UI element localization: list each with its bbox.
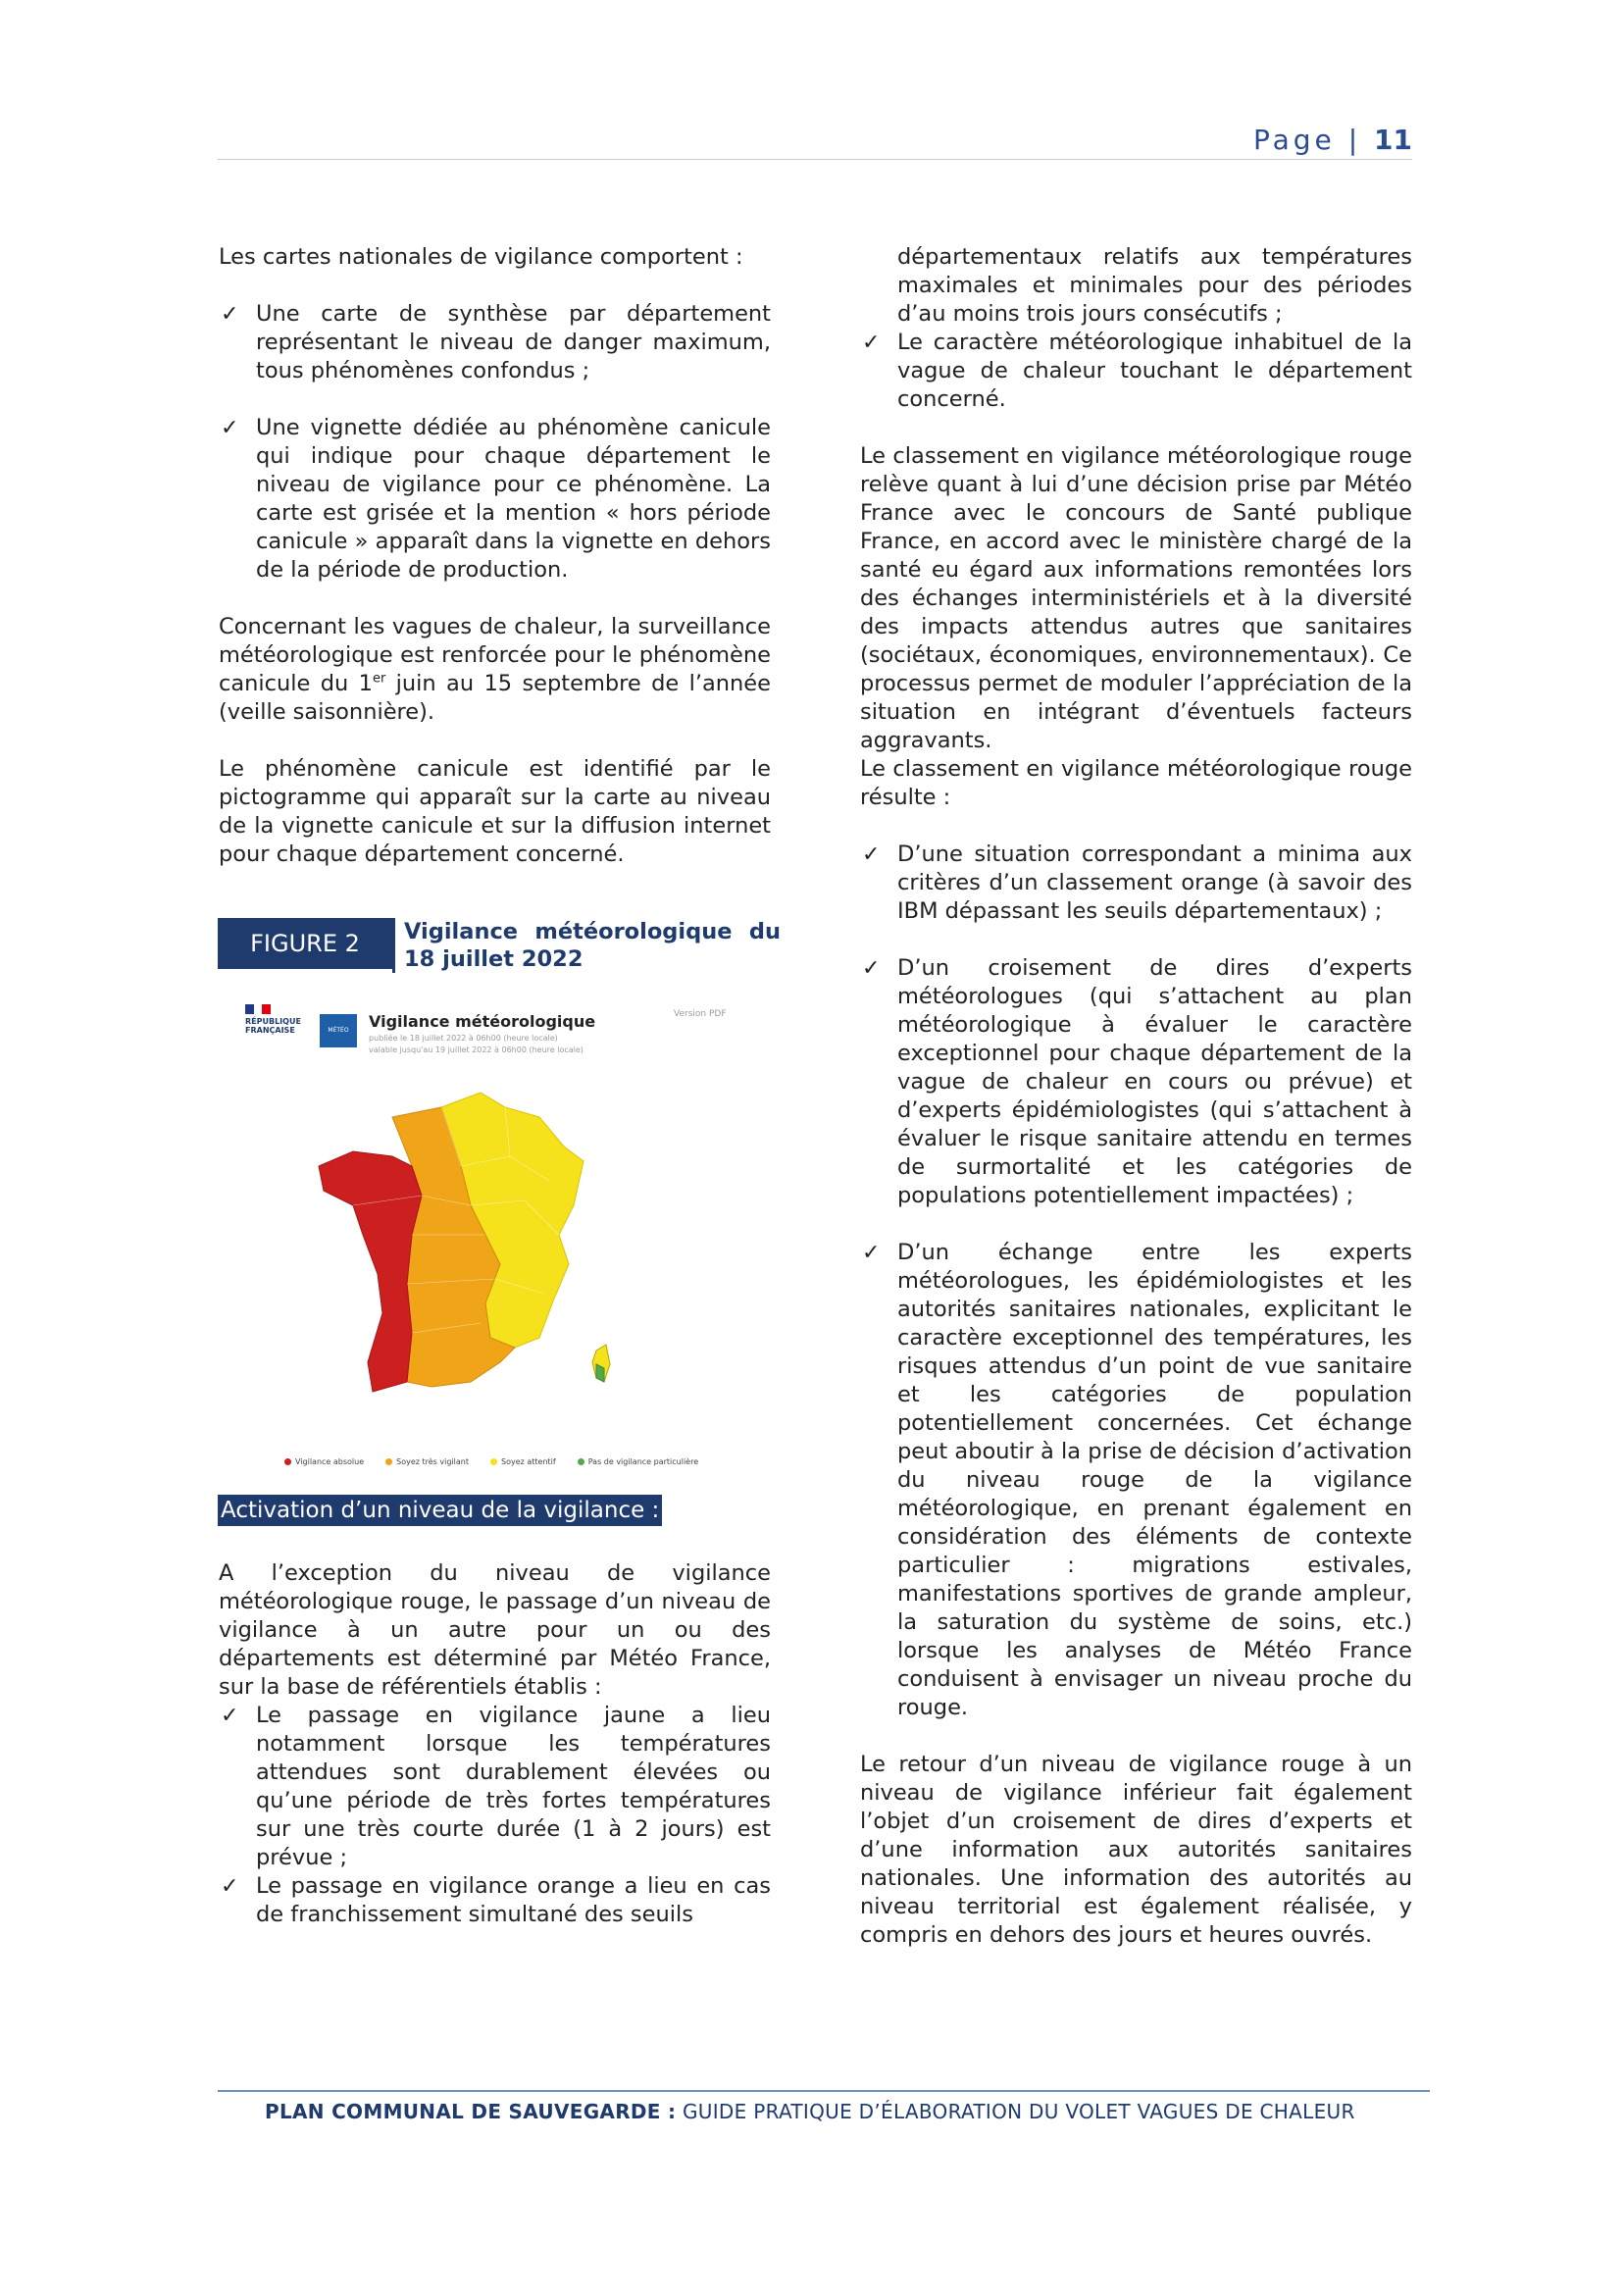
list-item	[860, 954, 1412, 1210]
unusual-list	[860, 329, 1412, 414]
logo-text: RÉPUBLIQUE FRANÇAISE	[245, 1017, 301, 1035]
check-icon: ✓	[862, 842, 881, 867]
map-legend	[284, 1457, 755, 1466]
legend-item	[284, 1457, 364, 1466]
legend-label: Soyez attentif	[500, 1457, 556, 1466]
right-column	[860, 243, 1412, 1978]
list-item-text: Une carte de synthèse par département représentant le niveau de danger maximum, tous phénomènes confondus ;	[256, 301, 771, 383]
figure-badge: FIGURE 2	[218, 918, 392, 969]
list-item	[860, 841, 1412, 926]
check-icon: ✓	[221, 302, 239, 327]
left-column	[219, 243, 771, 897]
list-item-text: D’un échange entre les experts météorologues, les épidémiologistes et les autorités sanitaires nationales, explicitant le caractère exceptionnel des températures, les risques attendus d’un point de vue sanitaire et les catégories de population potentiellement concernées. Cet échange peut aboutir à la prise de décision d’activation du niveau rouge de la vigilance météorologique, en prenant également en considération des éléments de contexte particulier : migrations estivales, manifestations sportives de grande ampleur, la saturation du système de soins, etc.) lorsque les analyses de Météo France conduisent à envisager un niveau proche du rouge.	[897, 1240, 1412, 1720]
list-item-text: D’une situation correspondant a minima aux critères d’un classement orange (à savoir des IBM dépassant les seuils départementaux) ;	[897, 841, 1412, 924]
figure-separator	[392, 918, 395, 973]
page-footer	[265, 2100, 1355, 2123]
page-header	[218, 124, 1412, 160]
figure-header	[218, 918, 781, 977]
paragraph-text: juin au 15 septembre de l’année (veille saisonnière).	[219, 671, 771, 725]
return-paragraph: Le retour d’un niveau de vigilance rouge à un niveau de vigilance inférieur fait également l’objet d’un croisement de dires d’experts et d’une information aux autorités sanitaires nationales. Une information des autorités au niveau territorial est également réalisée, y compris en dehors des jours et heures ouvrés.	[860, 1752, 1412, 1948]
heat-surveillance-paragraph	[219, 613, 771, 727]
pictogram-paragraph: Le phénomène canicule est identifié par le pictogramme qui apparaît sur la carte au niveau de la vignette canicule et sur la diffusion internet pour chaque département concerné.	[219, 756, 771, 867]
check-icon: ✓	[221, 1704, 239, 1728]
check-icon: ✓	[862, 1241, 881, 1265]
legend-label: Soyez très vigilant	[396, 1457, 469, 1466]
vigilance-map-figure	[235, 994, 765, 1485]
figure-title: Vigilance météorologique du 18 juillet 2022	[404, 919, 781, 972]
list-item-text: Une vignette dédiée au phénomène canicule qui indique pour chaque département le niveau de vigilance pour ce phénomène. La carte est grisée et la mention « hors période canicule » apparaît dans la vignette en dehors de la période de production.	[256, 415, 771, 583]
superscript: er	[372, 671, 386, 687]
list-item-text: Le passage en vigilance orange a lieu en cas de franchissement simultané des seuils	[256, 1873, 771, 1927]
list-item	[219, 1702, 771, 1872]
page-number: Page | 11	[1253, 124, 1412, 156]
legend-item	[490, 1457, 556, 1466]
red-vigilance-result-paragraph: Le classement en vigilance météorologique rouge résulte :	[860, 756, 1412, 810]
footer-divider	[218, 2090, 1430, 2092]
red-vigilance-paragraph: Le classement en vigilance météorologique rouge relève quant à lui d’une décision prise par Météo France avec le concours de Santé publique France, en accord avec le ministère chargé de la santé eu égard aux informations remontées lors des échanges interministériels et à la diversité des impacts attendus autres que sanitaires (sociétaux, économiques, environnementaux). Ce processus permet de moduler l’appréciation de la situation en intégrant d’éventuels facteurs aggravants.	[860, 443, 1412, 753]
activation-heading: Activation d’un niveau de la vigilance :	[218, 1495, 662, 1526]
activation-paragraph: A l’exception du niveau de vigilance météorologique rouge, le passage d’un niveau de vigilance à un autre pour un ou des départements est déterminé par Météo France, sur la base de référentiels établis :	[219, 1560, 771, 1700]
legend-item	[385, 1457, 469, 1466]
activation-section	[219, 1559, 771, 1929]
list-item-text: D’un croisement de dires d’experts météorologues (qui s’attachent au plan météorologique à évaluer le caractère exceptionnel pour chaque département de la vague de chaleur en cours ou prévue) et d’experts épidémiologistes (qui s’attachent à évaluer le risque sanitaire attendu en termes de surmortalité et les catégories de populations potentiellement impactées) ;	[897, 955, 1412, 1208]
red-criteria-list	[860, 841, 1412, 1722]
version-label: Version PDF	[674, 1009, 727, 1019]
check-icon: ✓	[221, 416, 239, 440]
legend-green-dot-icon	[578, 1458, 584, 1465]
legend-label: Pas de vigilance particulière	[587, 1457, 699, 1466]
list-item-text: Le passage en vigilance jaune a lieu notamment lorsque les températures attendues sont durablement élevées ou qu’une période de très fortes températures sur une très courte durée (1 à 2 jours) est prévue ;	[256, 1703, 771, 1870]
france-map	[314, 1088, 618, 1411]
paragraph-text: Concernant les vagues de chaleur, la surveillance météorologique est renforcée pour le phénomène canicule du 1	[219, 614, 771, 696]
legend-label: Vigilance absolue	[295, 1457, 365, 1466]
valid-date: valable jusqu'au 19 juillet 2022 à 06h00 (heure locale)	[369, 1045, 584, 1054]
legend-orange-dot-icon	[385, 1458, 392, 1465]
page-number-value: 11	[1374, 124, 1412, 156]
flag-icon	[245, 1004, 271, 1014]
map-zone-red	[319, 1151, 422, 1392]
check-icon: ✓	[862, 956, 881, 981]
list-item	[860, 329, 1412, 414]
legend-yellow-dot-icon	[490, 1458, 497, 1465]
list-item	[219, 414, 771, 585]
meteo-france-logo: MÉTÉO FRANCE	[320, 1014, 357, 1047]
list-item-text: Le caractère météorologique inhabituel de la vague de chaleur touchant le département concerné.	[897, 330, 1412, 412]
legend-item	[578, 1457, 698, 1466]
map-title: Vigilance météorologique	[369, 1012, 596, 1031]
vigilance-map-list	[219, 300, 771, 585]
page-label: Page	[1253, 124, 1336, 156]
footer-bold-text: PLAN COMMUNAL DE SAUVEGARDE :	[265, 2100, 677, 2123]
list-item	[219, 1872, 771, 1929]
list-item	[860, 1239, 1412, 1722]
issued-date: publiée le 18 juillet 2022 à 06h00 (heure locale)	[369, 1034, 558, 1043]
footer-text: GUIDE PRATIQUE D’ÉLABORATION DU VOLET VAGUES DE CHALEUR	[676, 2100, 1355, 2123]
intro-paragraph: Les cartes nationales de vigilance comportent :	[219, 244, 743, 270]
activation-list	[219, 1702, 771, 1929]
continued-list-text: départementaux relatifs aux températures maximales et minimales pour des périodes d’au moins trois jours consécutifs ;	[897, 244, 1412, 327]
republique-francaise-logo	[245, 1004, 314, 1035]
check-icon: ✓	[862, 331, 881, 355]
check-icon: ✓	[221, 1874, 239, 1899]
legend-red-dot-icon	[284, 1458, 291, 1465]
list-item	[219, 300, 771, 385]
